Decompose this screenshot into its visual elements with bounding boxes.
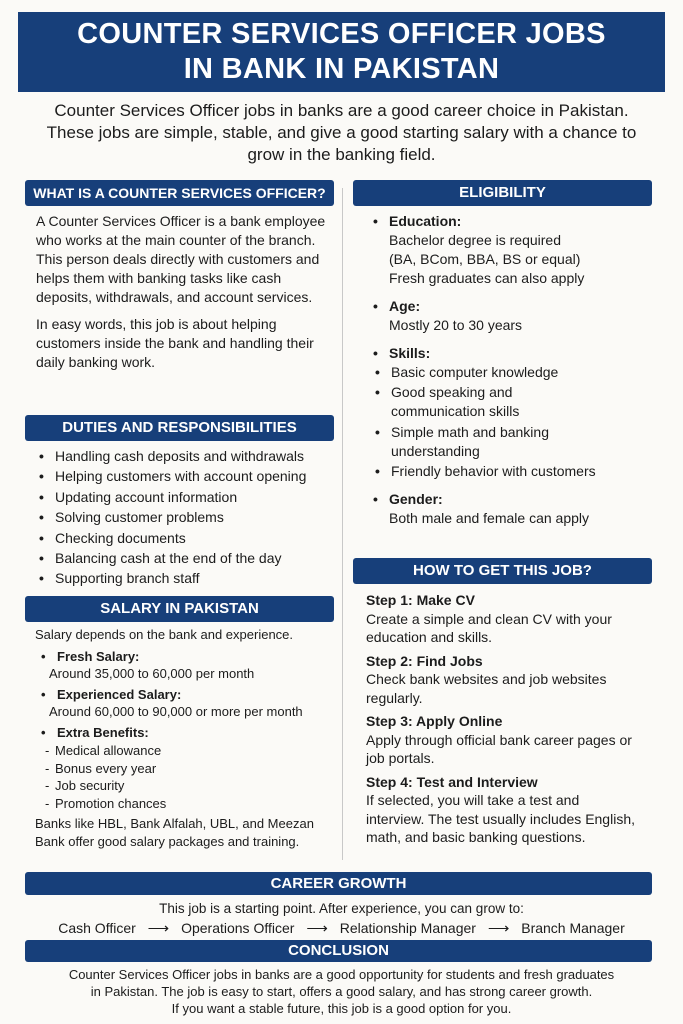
list-item: • Updating account information — [33, 488, 333, 507]
list-item — [367, 297, 652, 335]
arrow-right-icon: ⟶ — [147, 920, 170, 937]
list-item: • Solving customer problems — [33, 508, 333, 527]
what-is-section — [36, 212, 326, 380]
list-item — [367, 344, 652, 481]
list-item — [367, 490, 652, 528]
conclusion-line: Counter Services Officer jobs in banks are a good opportunity for students and fresh graduates — [68, 967, 615, 982]
arrow-right-icon: ⟶ — [306, 920, 328, 937]
intro-paragraph: Counter Services Officer jobs in banks are a good career choice in Pakistan. These jobs are simple, stable, and give a good starting salary with a chance to grow in the banking field. — [46, 101, 637, 164]
page-title — [18, 12, 665, 92]
step-title: Step 3: Apply Online — [366, 713, 503, 729]
list-item: • Helping customers with account opening — [33, 467, 333, 486]
age-label: • Age: — [389, 298, 421, 314]
education-line: Bachelor degree is required — [389, 232, 561, 248]
step-title: Step 1: Make CV — [366, 592, 475, 608]
experienced-salary-value: Around 60,000 to 90,000 or more per month — [49, 704, 303, 719]
career-intro: This job is a starting point. After experience, you can grow to: — [159, 901, 524, 916]
eligibility-section — [367, 212, 652, 530]
salary-heading: SALARY IN PAKISTAN — [25, 596, 334, 622]
list-item — [35, 686, 335, 721]
list-item: • Good speaking and communication skills — [369, 383, 541, 421]
list-item: • Balancing cash at the end of the day — [33, 549, 333, 568]
gender-value: Both male and female can apply — [389, 510, 590, 527]
career-step: Cash Officer — [58, 920, 136, 936]
page-title-line-1: COUNTER SERVICES OFFICER JOBS — [77, 18, 606, 50]
step-title: Step 4: Test and Interview — [366, 773, 538, 790]
list-item: • Basic computer knowledge — [369, 363, 652, 382]
experienced-salary-label: • Experienced Salary: — [57, 686, 182, 702]
list-item — [367, 212, 652, 288]
list-item: - Job security — [35, 777, 335, 795]
conclusion-heading: CONCLUSION — [25, 940, 652, 962]
page-title-line-2: IN BANK IN PAKISTAN — [183, 53, 500, 85]
list-item: • Checking documents — [33, 529, 333, 548]
eligibility-list — [367, 212, 652, 528]
salary-note: Banks like HBL, Bank Alfalah, UBL, and Meezan Bank offer good salary packages and training. — [35, 816, 314, 849]
salary-intro: Salary depends on the bank and experience. — [35, 627, 294, 642]
career-step: Relationship Manager — [339, 920, 476, 936]
salary-section — [35, 626, 335, 850]
conclusion-line: If you want a stable future, this job is a good option for you. — [171, 1001, 512, 1016]
education-label: • Education: — [389, 213, 462, 229]
list-item: - Promotion chances — [35, 795, 335, 813]
list-item: • Friendly behavior with customers — [369, 462, 652, 481]
how-to-section — [366, 591, 636, 847]
career-heading: CAREER GROWTH — [25, 872, 652, 895]
list-item: - Bonus every year — [35, 760, 335, 778]
what-is-paragraph-2: In easy words, this job is about helping customers inside the bank and handling their daily banking work. — [36, 316, 314, 370]
list-item — [35, 724, 335, 742]
education-line: Fresh graduates can also apply — [389, 270, 585, 286]
skills-list — [369, 363, 652, 481]
career-path — [20, 919, 663, 937]
list-item — [35, 648, 335, 683]
salary-list — [35, 648, 335, 742]
list-item: - Medical allowance — [35, 742, 335, 760]
duties-heading: DUTIES AND RESPONSIBILITIES — [25, 415, 334, 441]
fresh-salary-value: Around 35,000 to 60,000 per month — [49, 666, 255, 681]
arrow-right-icon: ⟶ — [487, 920, 510, 937]
step-text: Check bank websites and job websites regularly. — [366, 671, 607, 706]
fresh-salary-label: • Fresh Salary: — [57, 648, 140, 664]
column-divider — [342, 188, 343, 860]
what-is-heading: WHAT IS A COUNTER SERVICES OFFICER? — [25, 180, 334, 206]
age-value: Mostly 20 to 30 years — [389, 317, 523, 333]
career-step: Branch Manager — [521, 920, 625, 936]
duties-section — [33, 447, 333, 590]
what-is-paragraph-1: A Counter Services Officer is a bank employee who works at the main counter of the branch. This person deals directly with customers and helps them with banking tasks like cash deposits, withdrawals, and account services. — [36, 213, 326, 305]
step-text: Apply through official bank career pages or job portals. — [366, 731, 632, 766]
conclusion-line: in Pakistan. The job is easy to start, offers a good salary, and has strong career growth. — [90, 984, 593, 999]
skills-label: • Skills: — [389, 345, 431, 361]
gender-label: • Gender: — [389, 491, 443, 508]
extra-benefits-label: • Extra Benefits: — [57, 724, 149, 740]
benefits-list — [35, 742, 335, 812]
list-item: • Handling cash deposits and withdrawals — [33, 447, 333, 466]
how-to-heading: HOW TO GET THIS JOB? — [353, 558, 652, 584]
duties-list — [33, 447, 333, 588]
step-text: Create a simple and clean CV with your education and skills. — [366, 610, 612, 645]
step-text: If selected, you will take a test and interview. The test usually includes English, math, and basic banking questions. — [366, 792, 635, 845]
education-line: (BA, BCom, BBA, BS or equal) — [389, 251, 581, 267]
career-step: Operations Officer — [181, 920, 295, 936]
eligibility-heading: ELIGIBILITY — [353, 180, 652, 206]
list-item: • Simple math and banking understanding — [369, 423, 581, 461]
list-item: • Supporting branch staff — [33, 569, 333, 588]
conclusion-text — [20, 966, 663, 1017]
step-title: Step 2: Find Jobs — [366, 652, 483, 669]
